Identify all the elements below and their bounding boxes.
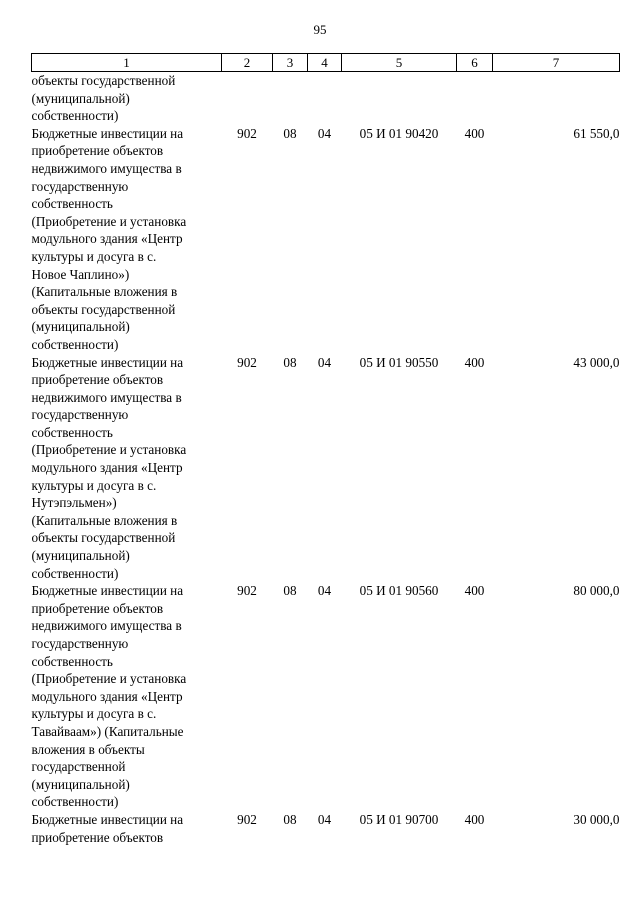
row-description: Бюджетные инвестиции на приобретение объектов xyxy=(31,811,184,845)
table-body xyxy=(32,72,620,847)
row-description: Бюджетные инвестиции на приобретение объектов недвижимого имущества в государственную собственность (Приобретение и установка модульного здания «Центр культуры и досуга в с. Новое Чаплино») (Капитальные вложения в объекты государственной (муниципальной) собственности) xyxy=(31,125,187,352)
header-col-7: 7 xyxy=(493,54,620,72)
row-target-code: 05 И 01 90560 xyxy=(359,583,439,599)
row-expense-type: 400 xyxy=(464,811,485,827)
header-col-2: 2 xyxy=(222,54,273,72)
row-target-code: 05 И 01 90550 xyxy=(359,354,439,370)
header-row xyxy=(32,54,620,72)
row-expense-type: 400 xyxy=(464,125,485,141)
row-section: 08 xyxy=(283,811,297,827)
row-description: Бюджетные инвестиции на приобретение объектов недвижимого имущества в государственную собственность (Приобретение и установка модульного здания «Центр культуры и досуга в с. Тавайваам») (Капитальные вложения в объекты государственной (муниципальной) собственности) xyxy=(31,583,187,810)
row-amount: 30 000,0 xyxy=(573,811,620,827)
continuation-row xyxy=(32,72,620,125)
row-grbs: 902 xyxy=(237,583,257,599)
header-col-4: 4 xyxy=(308,54,342,72)
table-row xyxy=(32,582,620,811)
row-section: 08 xyxy=(283,354,297,370)
row-subsection: 04 xyxy=(317,583,332,599)
row-description: Бюджетные инвестиции на приобретение объектов недвижимого имущества в государственную собственность (Приобретение и установка модульного здания «Центр культуры и досуга в с. Нутэпэльмен») (Капитальные вложения в объекты государственной (муниципальной) собственности) xyxy=(31,354,187,581)
row-grbs: 902 xyxy=(237,811,257,827)
row-expense-type: 400 xyxy=(464,354,485,370)
row-amount: 43 000,0 xyxy=(573,354,620,370)
row-section: 08 xyxy=(283,125,297,141)
row-grbs: 902 xyxy=(237,354,257,370)
header-col-3: 3 xyxy=(273,54,308,72)
row-amount: 61 550,0 xyxy=(573,125,620,141)
row-target-code: 05 И 01 90420 xyxy=(359,125,439,141)
row-target-code: 05 И 01 90700 xyxy=(359,811,439,827)
row-grbs: 902 xyxy=(237,125,257,141)
table-header xyxy=(32,54,620,72)
header-col-6: 6 xyxy=(457,54,493,72)
row-section: 08 xyxy=(283,583,297,599)
row-expense-type: 400 xyxy=(464,583,485,599)
row-subsection: 04 xyxy=(317,811,332,827)
header-col-1: 1 xyxy=(32,54,222,72)
budget-table xyxy=(31,53,620,846)
table-row xyxy=(32,125,620,354)
row-subsection: 04 xyxy=(317,354,332,370)
header-col-5: 5 xyxy=(342,54,457,72)
continuation-text: объекты государственной (муниципальной) собственности) xyxy=(31,73,176,124)
table-row xyxy=(32,354,620,583)
row-subsection: 04 xyxy=(317,125,332,141)
table-row xyxy=(32,811,620,846)
row-amount: 80 000,0 xyxy=(573,583,620,599)
page-number: 95 xyxy=(313,22,327,37)
